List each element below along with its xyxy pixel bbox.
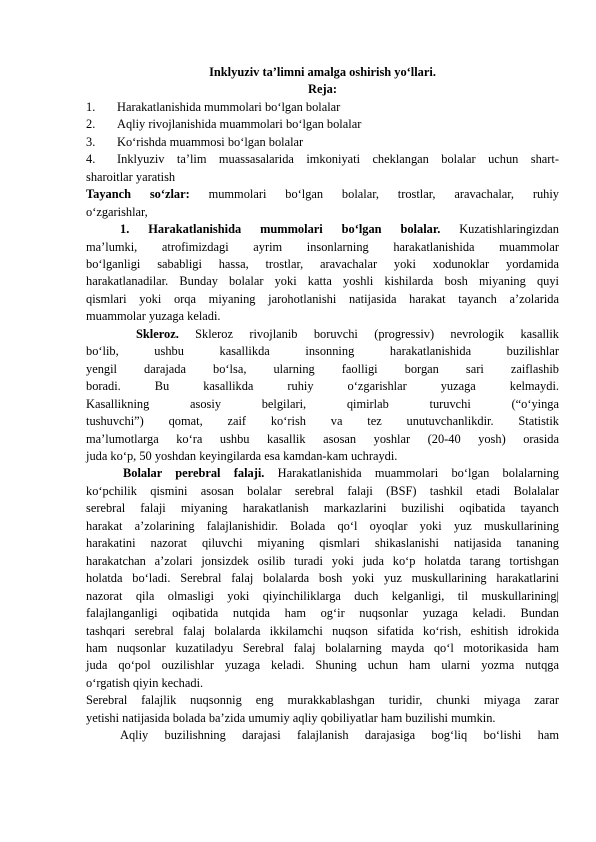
list-text: Aqliy rivojlanishida muammolari bo‘lgan bolalar: [117, 117, 362, 132]
keywords: [86, 186, 559, 221]
paragraph-line: tashqari serebral falaj bolalarda ikkilamchi nuqson sifatida ko‘rish, eshitish idrokida: [86, 623, 559, 638]
keywords-text: mummolari bo‘lgan bolalar, trostlar, aravachalar, ruhiy: [189, 187, 559, 202]
paragraph-line: ma’lumki, atrofimizdagi ayrim insonlarning harakatlanishida muammolar: [86, 239, 559, 254]
paragraph-line: holatda bo‘ladi. Serebral falaj bolalarda bosh yoki yuz muskullarining harakatlarini: [86, 571, 559, 586]
paragraph-line: bo‘lganligi sababligi hassa, trostlar, aravachalar yoki xodunoklar yordamida: [86, 256, 559, 271]
paragraph-line: harakatchan a’zolari jonsizdek osilib turadi yoki juda ko‘p holatda tarang tortishgan: [86, 553, 559, 568]
paragraph-line: juda ko‘p, 50 yoshdan keyingilarda esa kamdan-kam uchraydi.: [86, 448, 398, 463]
paragraph-text: Kuzatishlaringizdan: [440, 222, 559, 237]
section-falaj: [86, 465, 559, 692]
list-item: [86, 99, 559, 116]
list-item: [86, 134, 559, 151]
paragraph-line: ma’lumotlarga ko‘ra ushbu kasallik asosan yoshlar (20-40 yosh) orasida: [86, 431, 559, 446]
section-heading: Bolalar perebral falaji.: [123, 466, 265, 481]
section-heading: 1. Harakatlanishida mummolari bo‘lgan bolalar.: [120, 222, 441, 237]
paragraph-line: muammolar yuzaga keladi.: [86, 309, 221, 324]
section-skleroz: [86, 326, 559, 466]
paragraph-line: o‘rgatish qiyin kechadi.: [86, 675, 204, 690]
paragraph-line: nazorat qila olmasligi yoki qiyinchiliklarga duch kelganligi, til muskullarining|: [86, 588, 559, 603]
paragraph-line: ham nuqsonlar kuzatiladyu Serebral falaj bolalarning mayda qo‘l motorikasida ham: [86, 640, 559, 655]
list-item: [86, 116, 559, 133]
paragraph-text: Skleroz rivojlanib boruvchi (progressiv) nevrologik kasallik: [178, 326, 559, 341]
section-falajlik: [86, 692, 559, 744]
paragraph-line: tushuvchi”) qomat, zaif ko‘rish va tez unutuvchanlikdir. Statistik: [86, 414, 559, 429]
paragraph-line: bo‘lib, ushbu kasallikda insonning harakatlanishida buzilishlar: [86, 344, 559, 359]
paragraph-text: Harakatlanishida muammolari bo‘lgan bolalarning: [264, 466, 559, 481]
keywords-label: Tayanch so‘zlar:: [86, 187, 190, 202]
list-number: 4.: [86, 152, 96, 167]
paragraph-line: Serebral falajlik nuqsonnig eng murakkablashgan turidir, chunki miyaga zarar: [86, 693, 559, 708]
keywords-text: o‘zgarishlar,: [86, 204, 148, 219]
paragraph-line: serebral falaji miyaning harakatlanish markazlarini buzilishi oqibatida tayanch: [86, 501, 559, 516]
document-page: [86, 64, 559, 745]
document-title: Inklyuziv ta’limni amalga oshirish yo‘llari.: [209, 65, 436, 79]
list-number: 3.: [86, 134, 96, 149]
list-text-continuation: sharoitlar yaratish: [86, 169, 176, 184]
plan-list: [86, 99, 559, 186]
section-harakatlanish: [86, 221, 559, 326]
paragraph-line: yengil darajada bo‘lsa, ularning faolligi borgan sari zaiflashib: [86, 361, 559, 376]
list-number: 1.: [86, 99, 96, 114]
paragraph-line: harakatlanadilar. Bunday bolalar yoki katta yoshli kishilarda bosh miyaning quyi: [86, 274, 559, 289]
section-heading: Skleroz.: [136, 326, 179, 341]
list-item: [86, 151, 559, 168]
paragraph-line: Kasallikning asosiy belgilari, qimirlab turuvchi (“o‘yinga: [86, 396, 559, 411]
paragraph-line: juda qo‘pol ouzilishlar yuzaga keladi. Shuning uchun ham ularni yozma nutqga: [86, 658, 559, 673]
plan-heading: Reja:: [308, 82, 337, 97]
list-text: Inklyuziv ta’lim muassasalarida imkoniyati cheklangan bolalar uchun shart-: [117, 152, 559, 167]
paragraph-line: harakat a’zolarining falajlanishidir. Bolada qo‘l oyoqlar yoki yuz muskullarining: [86, 518, 559, 533]
paragraph-line: yetishi natijasida bolada ba’zida umumiy aqliy qobiliyatlar ham buzilishi mumkin.: [86, 710, 496, 725]
paragraph-line: ko‘pchilik qismini asosan bolalar serebral falaji (BSF) tashkil etadi Bolalalar: [86, 483, 559, 498]
list-text: Ko‘rishda muammosi bo‘lgan bolalar: [117, 134, 304, 149]
paragraph-line: harakatini nazorat qiluvchi miyaning qismlari shikaslanishi natijasida tananing: [86, 536, 559, 551]
paragraph-line: Aqliy buzilishning darajasi falajlanish darajasiga bog‘liq bo‘lishi ham: [120, 728, 559, 743]
paragraph-line: boradi. Bu kasallikda ruhiy o‘zgarishlar yuzaga kelmaydi.: [86, 379, 559, 394]
paragraph-line: qismlari yoki orqa miyaning jarohotlanishi natijasida harakat tayanch a’zolarida: [86, 291, 559, 306]
list-text: Harakatlanishida mummolari bo‘lgan bolalar: [117, 99, 341, 114]
list-number: 2.: [86, 117, 96, 132]
paragraph-line: falajlanganligi oqibatida nutqida ham og‘ir nuqsonlar yuzaga keladi. Bundan: [86, 606, 559, 621]
